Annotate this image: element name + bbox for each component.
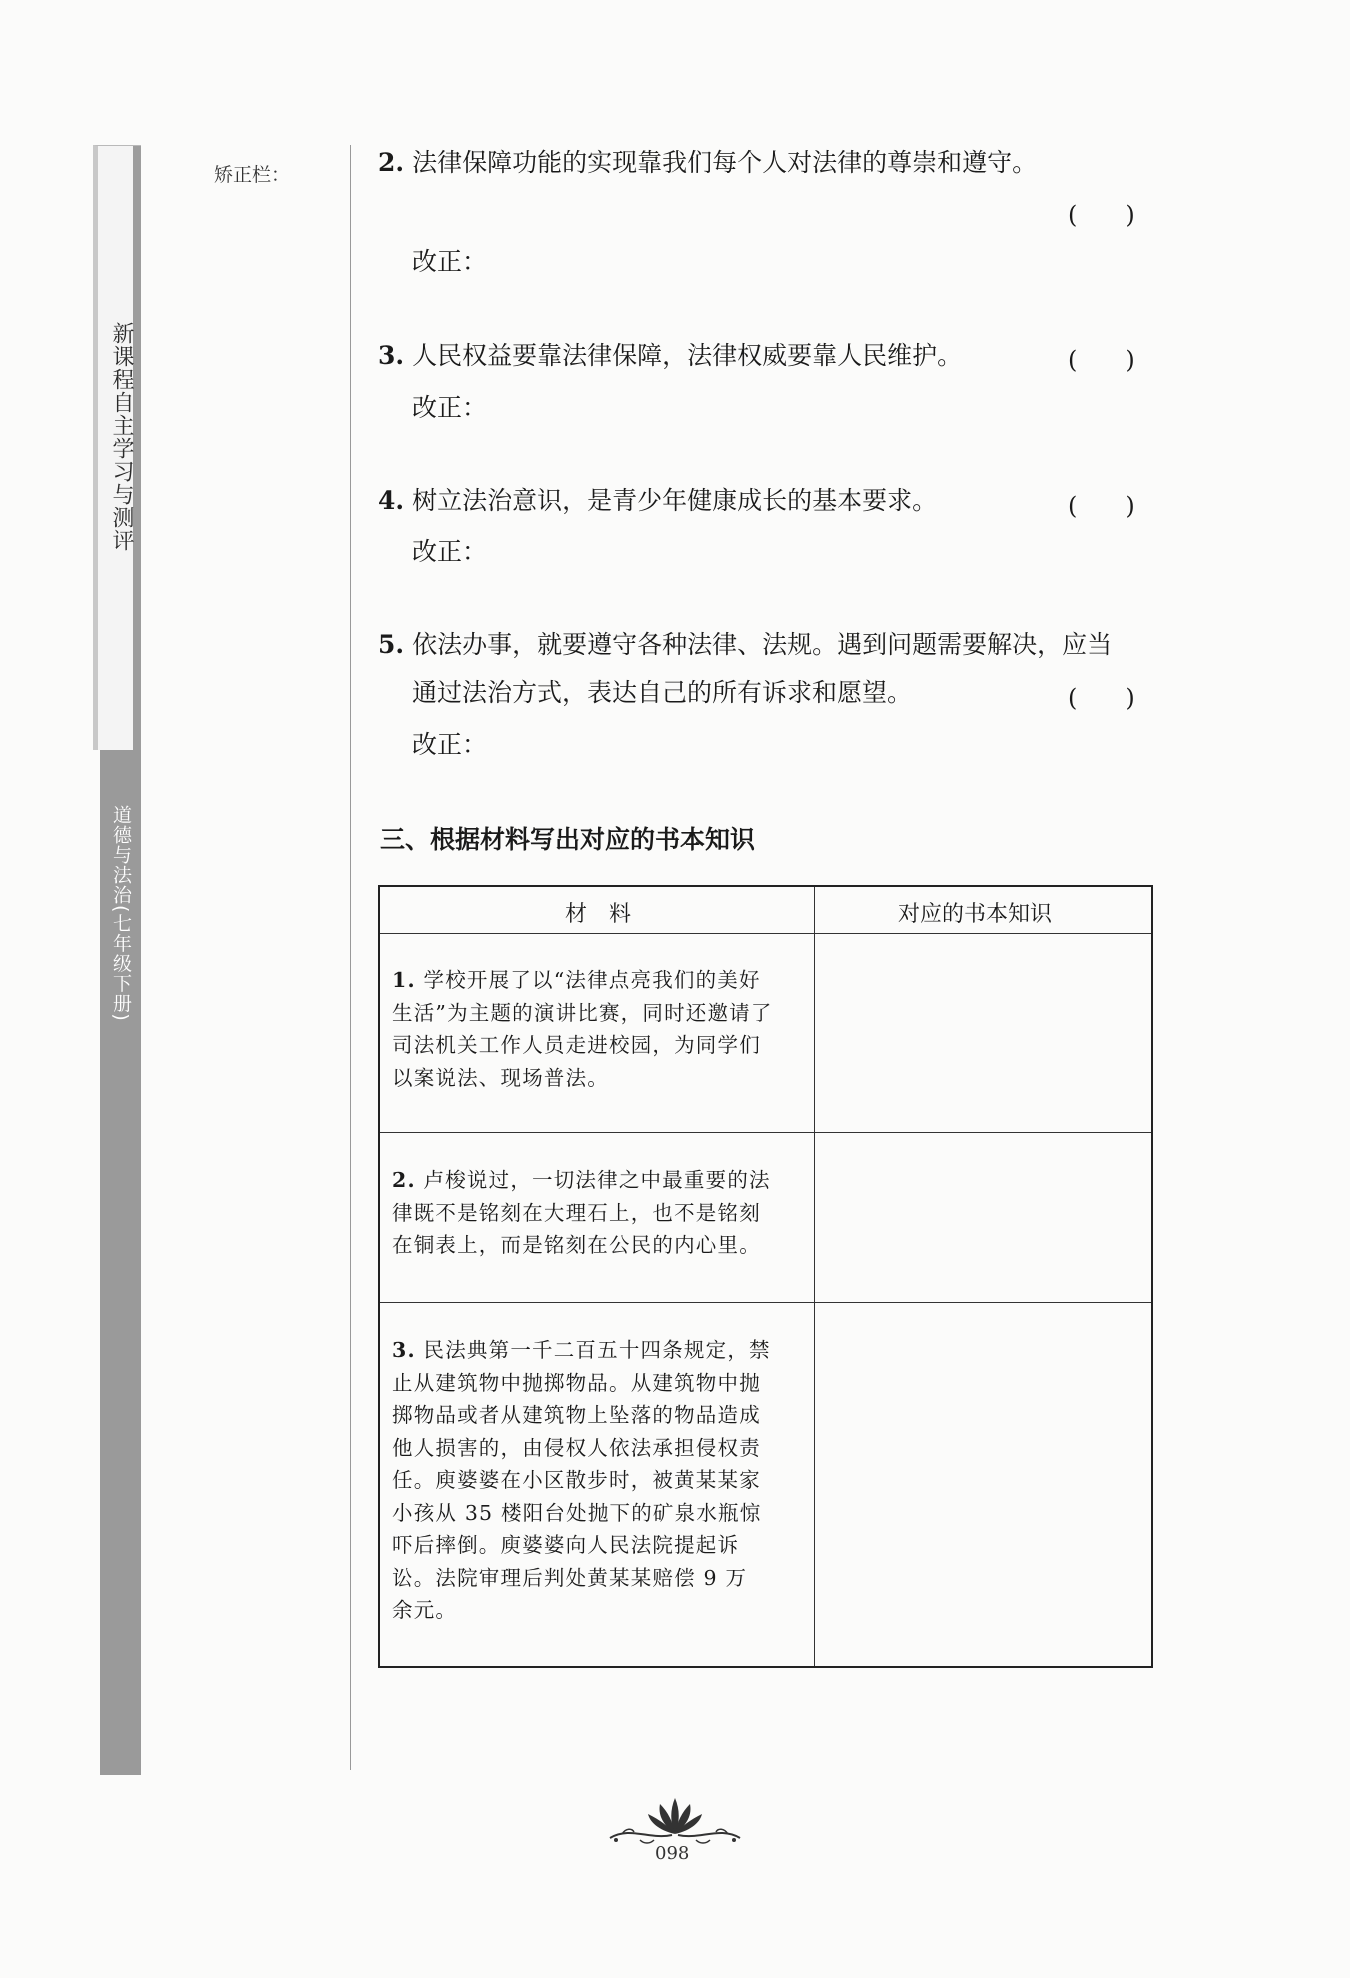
answer-parentheses[interactable]: ( ) <box>1068 684 1135 712</box>
correction-column-label: 矫正栏： <box>214 164 291 186</box>
question-number: 5. <box>378 630 405 659</box>
floral-ornament-icon <box>600 1790 750 1850</box>
question-2 <box>378 140 1037 186</box>
table-row-divider <box>380 1302 1151 1303</box>
question-4 <box>378 478 937 524</box>
table-header-divider <box>380 933 1151 934</box>
row-number: 3. <box>392 1338 416 1362</box>
row-number: 2. <box>392 1168 416 1192</box>
question-text: 人民权益要靠法律保障，法律权威要靠人民维护。 <box>412 341 963 370</box>
question-number: 3. <box>378 341 405 370</box>
correction-divider <box>350 145 351 1770</box>
correction-label: 改正： <box>412 247 488 276</box>
table-header-knowledge: 对应的书本知识 <box>898 902 1053 927</box>
answer-parentheses[interactable]: ( ) <box>1068 201 1135 229</box>
question-text: 树立法治意识，是青少年健康成长的基本要求。 <box>412 486 938 515</box>
row-text: 民法典第一千二百五十四条规定，禁 止从建筑物中抛掷物品。从建筑物中抛 掷物品或者从建筑物上坠落的物品造成 他人损害的，由侵权人依法承担侵权责 任。庾婆婆在小区散步时，被黄某某家 小孩从 35 楼阳台处抛下的矿泉水瓶惊 吓后摔倒。庾婆婆向人民法院提起诉 讼。法院审理后判处黄某某赔偿 9 万 余元。 <box>392 1338 771 1622</box>
question-5-line-2: 通过法治方式，表达自己的所有诉求和愿望。 <box>412 678 913 707</box>
table-row-divider <box>380 1132 1151 1133</box>
row-text: 学校开展了以“法律点亮我们的美好 生活”为主题的演讲比赛，同时还邀请了 司法机关工作人员走进校园，为同学们 以案说法、现场普法。 <box>392 968 773 1090</box>
row-number: 1. <box>392 968 416 992</box>
correction-label: 改正： <box>412 537 488 566</box>
question-3 <box>378 333 962 379</box>
table-row-material-3 <box>392 1334 802 1627</box>
question-number: 4. <box>378 486 405 515</box>
answer-cell-3[interactable] <box>816 1304 1151 1666</box>
answer-parentheses[interactable]: ( ) <box>1068 346 1135 374</box>
correction-label: 改正： <box>412 393 488 422</box>
table-row-material-1 <box>392 964 802 1094</box>
answer-cell-1[interactable] <box>816 935 1151 1131</box>
table-header-material: 材 料 <box>565 902 632 927</box>
question-text: 法律保障功能的实现靠我们每个人对法律的尊崇和遵守。 <box>412 148 1038 177</box>
question-number: 2. <box>378 148 405 177</box>
answer-parentheses[interactable]: ( ) <box>1068 492 1135 520</box>
correction-label: 改正： <box>412 730 488 759</box>
section-title: 三、根据材料写出对应的书本知识 <box>380 825 756 854</box>
question-5 <box>378 622 1112 668</box>
question-text: 依法办事，就要遵守各种法律、法规。遇到问题需要解决，应当 <box>412 630 1113 659</box>
material-knowledge-table <box>378 885 1153 1668</box>
table-column-divider <box>814 887 815 1666</box>
page-number: 098 <box>655 1843 690 1864</box>
table-row-material-2 <box>392 1164 802 1262</box>
row-text: 卢梭说过，一切法律之中最重要的法 律既不是铭刻在大理石上，也不是铭刻 在铜表上，而是铭刻在公民的内心里。 <box>392 1168 771 1257</box>
subject-title: 道德与法治(七年级下册) <box>110 805 132 1022</box>
answer-cell-2[interactable] <box>816 1134 1151 1301</box>
book-title: 新课程自主学习与测评 <box>109 322 134 552</box>
